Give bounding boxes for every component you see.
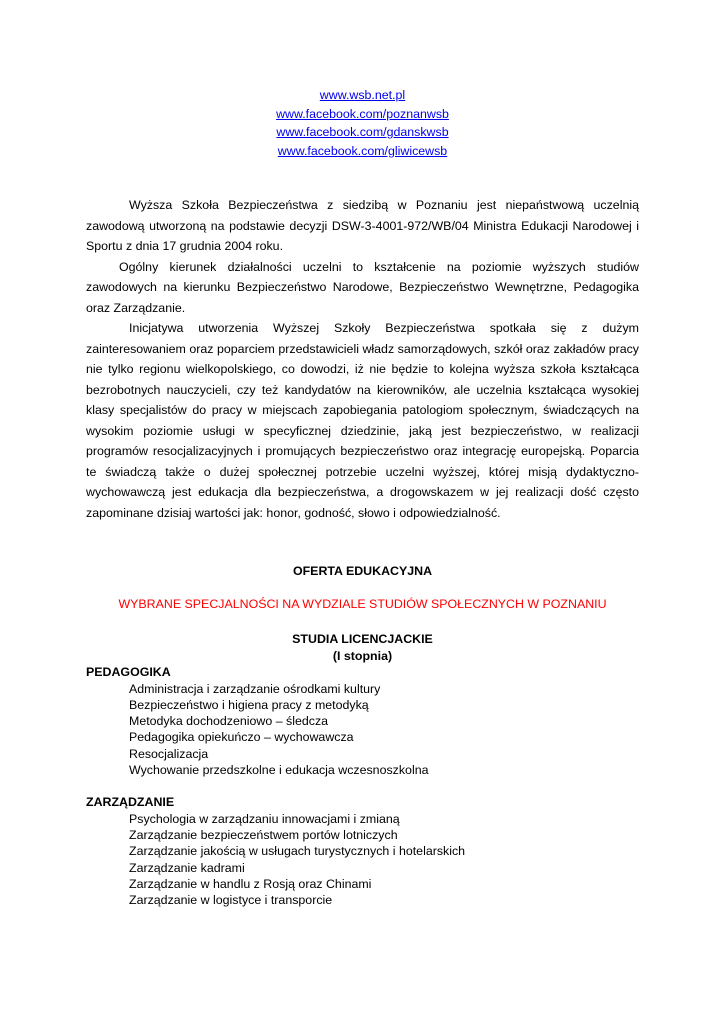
studia-subtitle: (I stopnia) [332, 648, 393, 663]
paragraph-initiative: Inicjatywa utworzenia Wyższej Szkoły Bezpieczeństwa spotkała się z dużym zainteresowaniem oraz poparciem przedstawicieli władz samorządowych, szkół oraz zakładów pracy nie tylko regionu wielkopolskiego, co dowodzi, iż nie będzie to kolejna wyższa szkoła kształcąca bezrobotnych nauczycieli, czy też kandydatów na kierowników, ale uczelnia kształcąca wysokiej klasy specjalistów do pracy w miejscach zapobiegania patologiom społecznym, świadczących na wysokim poziomie usługi w specyficznej dziedzinie, jaką jest bezpieczeństwo, w realizacji programów resocjalizacyjnych i promujących bezpieczeństwo oraz integrację europejską. Poparcia te świadczą także o dużej społecznej potrzebie uczelni wyższej, której misją dydaktyczno-wychowawczą jest edukacja dla bezpieczeństwa, a drogowskazem w jej realizacji dość często zapominane dzisiaj wartości jak: honor, godność, słowo i odpowiedzialność. [86, 321, 639, 520]
list-item: Zarządzanie kadrami [129, 860, 245, 875]
section-title: PEDAGOGIKA [86, 665, 171, 679]
intro-text [86, 195, 639, 523]
link-facebook-poznan[interactable]: www.facebook.com/poznanwsb [276, 106, 449, 121]
list-item: Resocjalizacja [129, 746, 209, 761]
studia-title: STUDIA LICENCJACKIE [292, 632, 433, 646]
list-item: Zarządzanie w handlu z Rosją oraz Chinami [129, 876, 372, 891]
paragraph-direction: Ogólny kierunek działalności uczelni to kształcenie na poziomie wyższych studiów zawodowych na kierunku Bezpieczeństwo Narodowe, Bezpieczeństwo Wewnętrzne, Pedagogika oraz Zarządzanie. [86, 259, 639, 315]
specialization-list [86, 811, 639, 909]
section-title: ZARZĄDZANIE [86, 795, 175, 810]
specializations-heading: WYBRANE SPECJALNOŚCI NA WYDZIALE STUDIÓW SPOŁECZNYCH W POZNANIU [118, 597, 607, 611]
link-facebook-gdansk[interactable]: www.facebook.com/gdanskwsb [276, 125, 449, 139]
list-item: Administracja i zarządzanie ośrodkami kultury [129, 681, 381, 696]
list-item: Metodyka dochodzeniowo – śledcza [129, 714, 329, 729]
specialization-list [86, 681, 639, 779]
links-block [86, 86, 639, 160]
section-pedagogika [86, 664, 639, 778]
list-item: Zarządzanie jakością w usługach turystycznych i hotelarskich [129, 844, 466, 859]
list-item: Bezpieczeństwo i higiena pracy z metodyką [129, 697, 369, 712]
studia-heading [86, 631, 639, 664]
list-item: Zarządzanie bezpieczeństwem portów lotniczych [129, 828, 398, 843]
list-item: Pedagogika opiekuńczo – wychowawcza [129, 730, 354, 745]
list-item: Psychologia w zarządzaniu innowacjami i zmianą [129, 811, 400, 826]
document-page [86, 86, 639, 909]
list-item: Wychowanie przedszkolne i edukacja wczesnoszkolna [129, 762, 429, 777]
section-zarzadzanie [86, 794, 639, 908]
list-item: Zarządzanie w logistyce i transporcie [129, 893, 333, 908]
paragraph-about: Wyższa Szkoła Bezpieczeństwa z siedzibą w Poznaniu jest niepaństwową uczelnią zawodową utworzoną na podstawie decyzji DSW-3-4001-972/WB/04 Ministra Edukacji Narodowej i Sportu z dnia 17 grudnia 2004 roku. [86, 198, 639, 253]
link-facebook-gliwice[interactable]: www.facebook.com/gliwicewsb [277, 143, 448, 158]
link-wsb-website[interactable]: www.wsb.net.pl [319, 88, 406, 102]
offer-heading: OFERTA EDUKACYJNA [292, 564, 433, 578]
